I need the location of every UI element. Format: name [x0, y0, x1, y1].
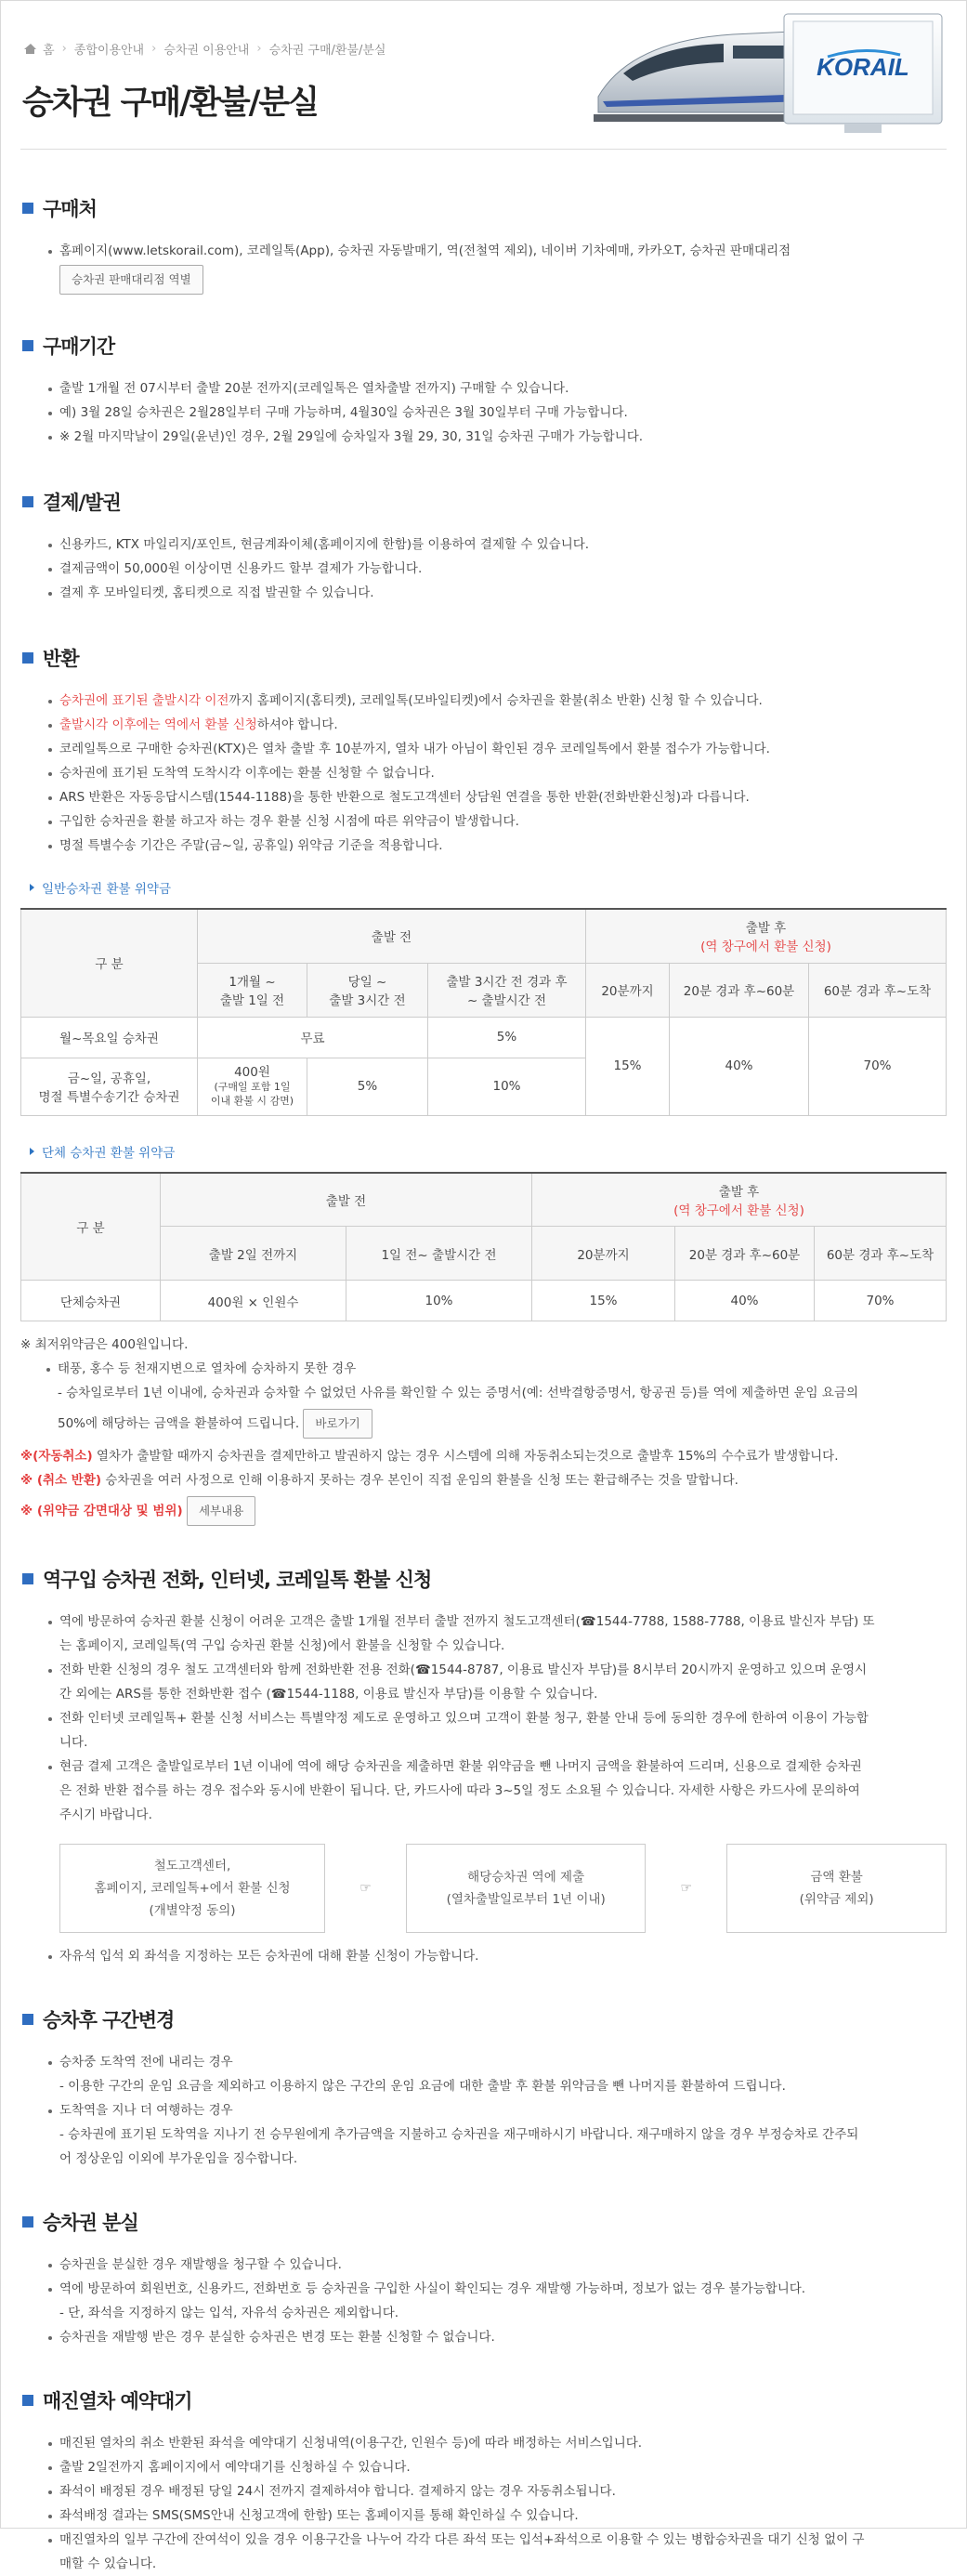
bullet-square-icon	[22, 2395, 33, 2406]
section-title	[22, 2386, 947, 2414]
list-item-text: 어 정상운임 이외에 부가운임을 징수합니다.	[59, 2151, 298, 2166]
list-item: 역에 방문하여 회원번호, 신용카드, 전화번호 등 승차권을 구입한 사실이 확인되는 경우 재발행 가능하며, 정보가 없는 경우 불가능합니다.	[48, 2277, 947, 2301]
list-item-text: - 승차권에 표기된 도착역을 지나기 전 승무원에게 추가금액을 지불하고 승차권을 재구매하시기 바랍니다. 재구매하지 않을 경우 부정승차로 간주되	[59, 2127, 859, 2142]
bullet-square-icon	[22, 203, 33, 214]
table-header: 출발 전	[161, 1173, 532, 1227]
table-header	[586, 909, 947, 963]
breadcrumb-item-guide[interactable]: 종합이용안내	[73, 44, 145, 58]
header-note: (역 창구에서 환불 신청)	[700, 940, 831, 955]
bullet-square-icon	[22, 2216, 33, 2228]
header-note: (역 창구에서 환불 신청)	[673, 1203, 804, 1218]
list-item	[48, 1706, 947, 1755]
list-item	[48, 689, 947, 713]
section-title-text: 구매처	[43, 198, 97, 220]
header-text: 출발 3시간 전	[329, 993, 406, 1008]
section-lost-ticket	[20, 2208, 947, 2349]
list-item: - 이용한 구간의 운임 요금을 제외하고 이용하지 않은 구간의 운임 요금에 대한 출발 후 환불 위약금을 뺀 나머지를 환불하여 드립니다.	[59, 2079, 786, 2094]
flow-step-text: (개별약정 동의)	[149, 1903, 236, 1918]
bullet-square-icon	[22, 496, 33, 507]
table-header: 20분 경과 후~60분	[675, 1227, 815, 1281]
cell-text: 400원	[234, 1064, 270, 1080]
group-refund-fee-table	[20, 1172, 947, 1322]
triangle-right-icon	[30, 884, 34, 891]
list-item-text: 는 홈페이지, 코레일톡(역 구입 승차권 환불 신청)에서 환불을 신청할 수 있습니다.	[59, 1638, 505, 1653]
list-item-text: 하셔야 합니다.	[256, 717, 338, 732]
breadcrumb	[24, 40, 386, 58]
table-header	[428, 963, 586, 1017]
list-item: 태풍, 홍수 등 천재지변으로 열차에 승차하지 못한 경우	[46, 1357, 947, 1381]
note-text: ※ 최저위약금은 400원입니다.	[20, 1337, 189, 1352]
table-cell: 5%	[428, 1017, 586, 1058]
list-item	[48, 1755, 947, 1827]
header-text: 당일 ~	[347, 975, 387, 990]
table-cell: 15%	[532, 1281, 675, 1321]
table-caption	[30, 1142, 947, 1161]
cell-text: 명절 특별수송기간 승차권	[38, 1090, 180, 1105]
table-cell	[198, 1058, 307, 1115]
table-cell: 무료	[198, 1017, 428, 1058]
list-item: 출발 2일전까지 홈페이지에서 예약대기를 신청하실 수 있습니다.	[48, 2455, 947, 2479]
header-text: 출발 후	[745, 921, 787, 937]
list-item: ARS 반환은 자동응답시스템(1544-1188)을 통한 반환으로 철도고객센터 상담원 연결을 통한 반환(전화반환신청)과 다릅니다.	[48, 785, 947, 809]
list-item: 신용카드, KTX 마일리지/포인트, 현금계좌이체(홈페이지에 한함)를 이용하여 결제할 수 있습니다.	[48, 532, 947, 557]
note-label: ※ (취소 반환)	[20, 1473, 102, 1488]
list-item	[48, 2528, 947, 2576]
list-item: 예) 3월 28일 승차권은 2월28일부터 구매 가능하며, 4월30일 승차권은 3월 30일부터 구매 가능합니다.	[48, 401, 947, 425]
list-item	[48, 1658, 947, 1706]
breadcrumb-separator-icon: ›	[256, 42, 262, 56]
triangle-right-icon	[30, 1148, 34, 1155]
go-shortcut-button[interactable]: 바로가기	[303, 1409, 372, 1439]
list-item-text: 역에 방문하여 승차권 환불 신청이 어려운 고객은 출발 1개월 전부터 출발 전까지 철도고객센터(☎1544-7788, 1588-7788, 이용료 발신자 부담) 또	[59, 1614, 875, 1629]
list-item: 결제금액이 50,000원 이상이면 신용카드 할부 결제가 가능합니다.	[48, 557, 947, 581]
list-item-text: 간 외에는 ARS를 통한 전화반환 접수 (☎1544-1188, 이용료 발신자 부담)를 이용할 수 있습니다.	[59, 1687, 598, 1702]
list-item-text: 현금 결제 고객은 출발일로부터 1년 이내에 역에 해당 승차권을 제출하면 환불 위약금을 뺀 나머지 금액을 환불하여 드리며, 신용으로 결제한 승차권	[59, 1759, 862, 1774]
note-label: ※ (위약금 감면대상 및 범위)	[20, 1504, 183, 1518]
table-header: 출발 2일 전까지	[161, 1227, 346, 1281]
section-buy-place	[20, 194, 947, 295]
section-route-change	[20, 2005, 947, 2171]
list-item-text: 전화 반환 신청의 경우 철도 고객센터와 함께 전화반환 전용 전화(☎1544-8787, 이용료 발신자 부담)를 8시부터 20시까지 운영하고 있으며 운영시	[59, 1663, 868, 1677]
section-title	[22, 2208, 947, 2236]
list-item-text: 주시기 바랍니다.	[59, 1807, 152, 1822]
list-item: 코레일톡으로 구매한 승차권(KTX)은 열차 출발 후 10분까지, 열차 내가 아님이 확인된 경우 코레일톡에서 환불 접수가 가능합니다.	[48, 737, 947, 761]
refund-notes	[20, 1333, 947, 1526]
section-title	[22, 332, 947, 360]
home-icon[interactable]	[24, 44, 36, 54]
list-item-text: 50%에 해당하는 금액을 환불하여 드립니다.	[58, 1416, 300, 1431]
flow-step-text: 금액 환불	[810, 1870, 863, 1885]
table-header: 구 분	[21, 1173, 161, 1281]
bullet-square-icon	[22, 340, 33, 351]
note-label: ※(자동취소)	[20, 1449, 93, 1464]
flow-step-text: 철도고객센터,	[153, 1859, 231, 1873]
list-item: 명절 특별수송 기간은 주말(금~일, 공휴일) 위약금 기준을 적용합니다.	[48, 834, 947, 858]
list-item: - 단, 좌석을 지정하지 않는 입석, 자유석 승차권은 제외합니다.	[59, 2306, 399, 2320]
table-cell: 단체승차권	[21, 1281, 161, 1321]
general-refund-fee-table	[20, 908, 947, 1116]
note-text	[20, 1468, 947, 1492]
section-buy-period	[20, 332, 947, 449]
list-item	[48, 713, 947, 737]
section-payment	[20, 488, 947, 605]
table-header: 20분까지	[532, 1227, 675, 1281]
section-title	[22, 644, 947, 672]
list-item	[48, 2123, 947, 2171]
list-item: 결제 후 모바일티켓, 홈티켓으로 직접 발권할 수 있습니다.	[48, 581, 947, 605]
note-text	[20, 1444, 947, 1468]
table-header: 1일 전~ 출발시간 전	[346, 1227, 532, 1281]
svg-text:KORAIL: KORAIL	[817, 53, 909, 81]
list-item-text: 니다.	[59, 1735, 88, 1750]
arrow-right-icon: ☞	[359, 1881, 372, 1896]
agency-by-station-button[interactable]: 승차권 판매대리점 역별	[59, 265, 203, 295]
breadcrumb-item-current: 승차권 구매/환불/분실	[268, 44, 386, 58]
note-body: 승차권을 여러 사정으로 인해 이용하지 못하는 경우 본인이 직접 운임의 환불을 신청 또는 환급해주는 것을 말합니다.	[101, 1473, 738, 1488]
list-item-text: 매진열차의 일부 구간에 잔여석이 있을 경우 이용구간을 나누어 각각 다른 좌석 또는 입석+좌석으로 이용할 수 있는 병합승차권을 대기 신청 없이 구	[59, 2532, 865, 2547]
table-cell: 10%	[428, 1058, 586, 1115]
table-caption-text: 일반승차권 환불 위약금	[42, 882, 171, 897]
list-item: ※ 2월 마지막날이 29일(윤년)인 경우, 2월 29일에 승차일자 3월 29, 30, 31일 승차권 구매가 가능합니다.	[48, 425, 947, 449]
breadcrumb-separator-icon: ›	[61, 42, 67, 56]
table-header: 60분 경과 후~도착	[809, 963, 947, 1017]
list-item: 승차권을 재발행 받은 경우 분실한 승차권은 변경 또는 환불 신청할 수 없습니다.	[48, 2325, 947, 2349]
table-row	[21, 1281, 947, 1321]
header-text: 출발 후	[718, 1184, 760, 1200]
breadcrumb-item-home[interactable]: 홈	[43, 44, 55, 58]
flow-step-text: 홈페이지, 코레일톡+에서 환불 신청	[94, 1881, 291, 1896]
table-header: 출발 전	[198, 909, 586, 963]
table-header	[307, 963, 428, 1017]
table-cell: 40%	[670, 1017, 809, 1115]
section-title-text: 구매기간	[43, 335, 115, 358]
section-title	[22, 1565, 947, 1593]
bullet-square-icon	[22, 1573, 33, 1584]
section-title	[22, 488, 947, 516]
section-title-text: 승차후 구간변경	[43, 2009, 175, 2031]
flow-step	[59, 1844, 325, 1933]
arrow-right-icon: ☞	[680, 1881, 693, 1896]
page-header	[20, 1, 947, 150]
detail-button[interactable]: 세부내용	[187, 1496, 255, 1526]
section-phone-refund	[20, 1565, 947, 1968]
flow-step	[726, 1844, 947, 1933]
section-waitlist	[20, 2386, 947, 2576]
breadcrumb-separator-icon: ›	[151, 42, 157, 56]
list-item: 홈페이지(www.letskorail.com), 코레일톡(App), 승차권 자동발매기, 역(전철역 제외), 네이버 기차예매, 카카오T, 승차권 판매대리점	[48, 239, 947, 263]
list-item: 승차권에 표기된 도착역 도착시각 이후에는 환불 신청할 수 없습니다.	[48, 761, 947, 785]
list-item-text: 매할 수 있습니다.	[59, 2556, 157, 2571]
section-title-text: 역구입 승차권 전화, 인터넷, 코레일톡 환불 신청	[43, 1569, 432, 1591]
list-item-text: 전화 인터넷 코레일톡+ 환불 신청 서비스는 특별약정 제도로 운영하고 있으며 고객이 환불 청구, 환불 안내 등에 동의한 경우에 한하여 이용이 가능합	[59, 1711, 869, 1726]
section-title-text: 결제/발권	[43, 492, 121, 514]
section-title-text: 매진열차 예약대기	[43, 2390, 192, 2412]
table-cell	[21, 1058, 198, 1115]
flow-step-text: 해당승차권 역에 제출	[467, 1870, 585, 1885]
list-item: 좌석배정 결과는 SMS(SMS안내 신청고객에 한함) 또는 홈페이지를 통해 확인하실 수 있습니다.	[48, 2504, 947, 2528]
table-cell: 40%	[675, 1281, 815, 1321]
flow-step-text: (열차출발일로부터 1년 이내)	[446, 1892, 606, 1907]
section-title	[22, 194, 947, 222]
highlight-text: 출발시각 이후에는 역에서 환불 신청	[59, 717, 257, 732]
list-item: 승차권을 분실한 경우 재발행을 청구할 수 있습니다.	[48, 2253, 947, 2277]
table-cell: 15%	[586, 1017, 670, 1115]
table-row	[21, 1017, 947, 1058]
header-text: ~ 출발시간 전	[466, 993, 547, 1008]
bullet-square-icon	[22, 652, 33, 664]
table-header: 20분 경과 후~60분	[670, 963, 809, 1017]
section-refund	[20, 644, 947, 1526]
table-caption	[30, 878, 947, 897]
table-header: 60분 경과 후~도착	[815, 1227, 947, 1281]
cell-text: 이내 환불 시 감면)	[210, 1094, 294, 1107]
list-item: 출발 1개월 전 07시부터 출발 20분 전까지(코레일톡은 열차출발 전까지) 구매할 수 있습니다.	[48, 376, 947, 401]
list-item: 구입한 승차권을 환불 하고자 하는 경우 환불 신청 시점에 따른 위약금이 발생합니다.	[48, 809, 947, 834]
table-cell: 70%	[809, 1017, 947, 1115]
breadcrumb-item-ticket-guide[interactable]: 승차권 이용안내	[163, 44, 250, 58]
table-cell: 월~목요일 승차권	[21, 1017, 198, 1058]
header-text: 출발 1일 전	[219, 993, 285, 1008]
list-item: - 승차일로부터 1년 이내에, 승차권과 승차할 수 없었던 사유를 확인할 수 있는 증명서(예: 선박결항증명서, 항공권 등)를 역에 제출하면 운임 요금의	[58, 1386, 858, 1400]
refund-process-flow	[59, 1844, 947, 1933]
page-title: 승차권 구매/환불/분실	[22, 85, 319, 122]
section-title-text: 승차권 분실	[43, 2212, 138, 2234]
table-header: 20분까지	[586, 963, 670, 1017]
list-item-text: 은 전화 반환 접수를 하는 경우 접수와 동시에 반환이 됩니다. 단, 카드사에 따라 3~5일 정도 소요될 수 있습니다. 자세한 사항은 카드사에 문의하여	[59, 1783, 860, 1798]
list-item: 좌석이 배정된 경우 배정된 당일 24시 전까지 결제하셔야 합니다. 결제하지 않는 경우 자동취소됩니다.	[48, 2479, 947, 2504]
table-header	[198, 963, 307, 1017]
highlight-text: 승차권에 표기된 출발시각 이전	[59, 693, 229, 708]
header-text: 출발 3시간 전 경과 후	[446, 975, 568, 990]
section-title-text: 반환	[43, 648, 79, 670]
note-body: 열차가 출발할 때까지 승차권을 결제만하고 발권하지 않는 경우 시스템에 의해 자동취소되는것으로 출발후 15%의 수수료가 발생합니다.	[92, 1449, 839, 1464]
list-item	[48, 1610, 947, 1658]
list-item-text: 까지 홈페이지(홈티켓), 코레일톡(모바일티켓)에서 승차권을 환불(취소 반환) 신청 할 수 있습니다.	[229, 693, 763, 708]
list-item: 매진된 열차의 취소 반환된 좌석을 예약대기 신청내역(이용구간, 인원수 등)에 따라 배정하는 서비스입니다.	[48, 2431, 947, 2455]
list-item: 도착역을 지나 더 여행하는 경우	[48, 2098, 947, 2123]
list-item: 자유석 입석 외 좌석을 지정하는 모든 승차권에 대해 환불 신청이 가능합니다.	[48, 1944, 947, 1968]
cell-text: (구매일 포함 1일	[214, 1080, 291, 1093]
table-header	[532, 1173, 947, 1227]
note-text	[20, 1496, 947, 1526]
list-item: 승차중 도착역 전에 내리는 경우	[48, 2050, 947, 2074]
table-cell: 10%	[346, 1281, 532, 1321]
table-header: 구 분	[21, 909, 198, 1017]
flow-step	[406, 1844, 646, 1933]
list-item	[46, 1409, 947, 1439]
flow-step-text: (위약금 제외)	[799, 1892, 874, 1907]
cell-text: 금~일, 공휴일,	[67, 1071, 151, 1086]
table-caption-text: 단체 승차권 환불 위약금	[42, 1145, 176, 1161]
ktx-train-banner-image	[594, 8, 947, 138]
table-cell: 5%	[307, 1058, 428, 1115]
table-cell: 400원 × 인원수	[161, 1281, 346, 1321]
header-text: 1개월 ~	[229, 975, 276, 990]
table-cell: 70%	[815, 1281, 947, 1321]
section-title	[22, 2005, 947, 2033]
bullet-square-icon	[22, 2014, 33, 2025]
